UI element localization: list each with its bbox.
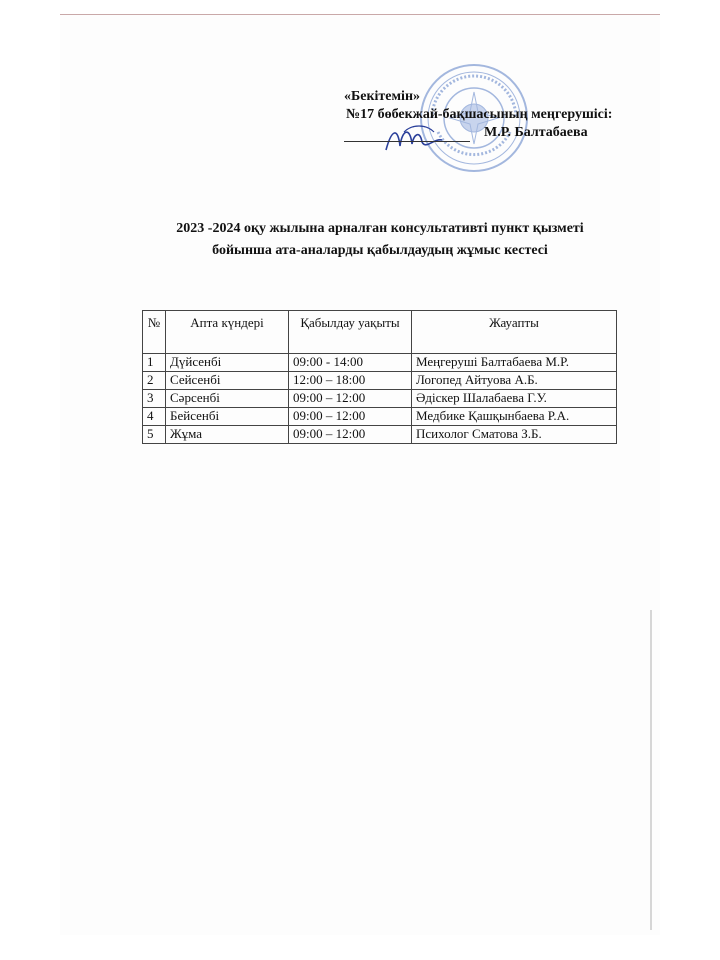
row-number: 2 [143,372,166,390]
row-number: 3 [143,390,166,408]
row-weekday: Сейсенбі [166,372,289,390]
page-edge-shadow [650,610,652,930]
table-row [143,390,617,408]
row-weekday: Дүйсенбі [166,354,289,372]
table-row [143,354,617,372]
row-time: 09:00 - 14:00 [289,354,412,372]
row-time: 09:00 – 12:00 [289,426,412,444]
document-title [100,218,660,262]
row-time: 12:00 – 18:00 [289,372,412,390]
table-row [143,408,617,426]
signature-line [344,127,470,142]
row-number: 5 [143,426,166,444]
header-responsible: Жауапты [412,311,617,354]
document-page [60,14,660,935]
table-header-row [143,311,617,354]
approval-label: «Бекітемін» [344,89,421,104]
approval-signature-row [344,124,612,142]
schedule-table [142,310,617,444]
row-number: 4 [143,408,166,426]
approval-block [344,88,612,142]
row-weekday: Бейсенбі [166,408,289,426]
approver-name: М.Р. Балтабаева [484,125,588,140]
row-responsible: Психолог Сматова З.Б. [412,426,617,444]
approval-position: №17 бөбекжай-бақшасының меңгерушісі: [346,107,613,122]
row-time: 09:00 – 12:00 [289,408,412,426]
row-responsible: Логопед Айтуова А.Б. [412,372,617,390]
header-number: № [143,311,166,354]
row-weekday: Жұма [166,426,289,444]
title-line-1: 2023 -2024 оқу жылына арналған консультативті пункт қызметі [176,221,584,236]
row-weekday: Сәрсенбі [166,390,289,408]
title-line-2: бойынша ата-аналарды қабылдаудың жұмыс кестесі [212,243,548,258]
row-number: 1 [143,354,166,372]
row-responsible: Медбике Қашқынбаева Р.А. [412,408,617,426]
row-responsible: Меңгеруші Балтабаева М.Р. [412,354,617,372]
table-row [143,372,617,390]
row-responsible: Әдіскер Шалабаева Г.У. [412,390,617,408]
header-weekday: Апта күндері [166,311,289,354]
header-time: Қабылдау уақыты [289,311,412,354]
row-time: 09:00 – 12:00 [289,390,412,408]
table-row [143,426,617,444]
